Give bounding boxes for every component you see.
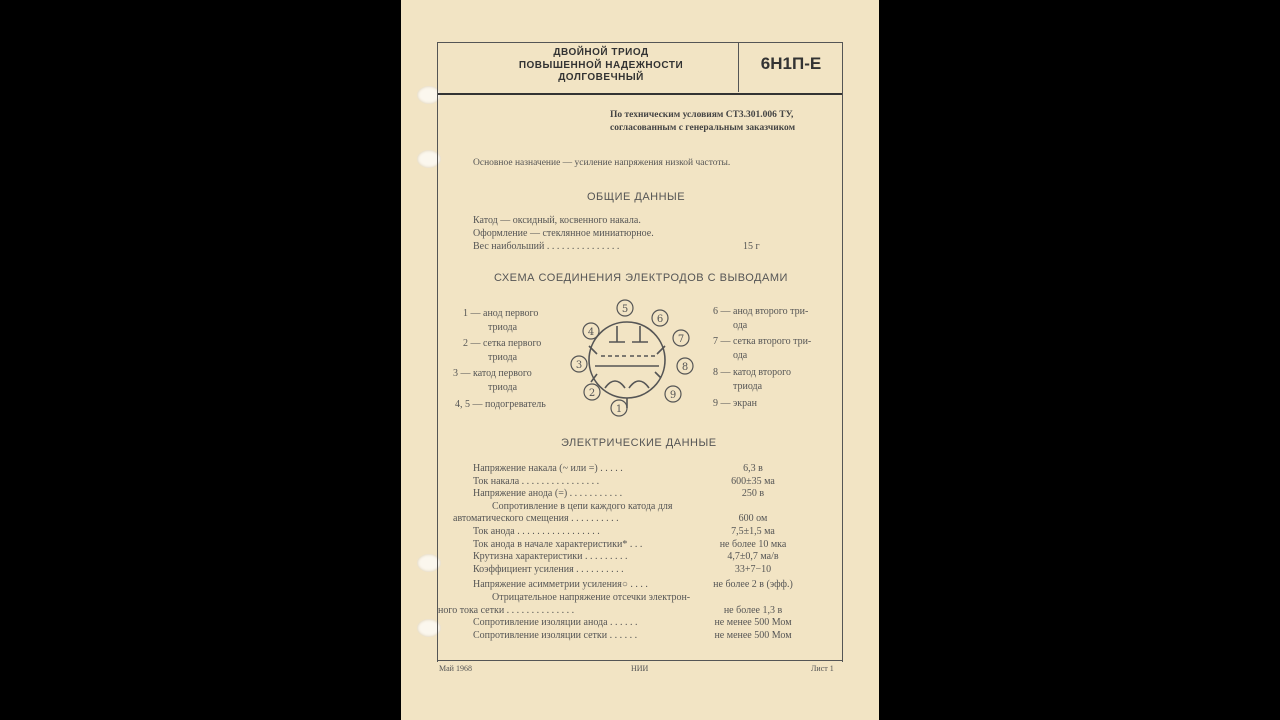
parameter-label: Напряжение асимметрии усиления○ . . . .	[473, 579, 648, 590]
parameter-label: Сопротивление изоляции анода . . . . . .	[473, 617, 638, 628]
frame-border	[437, 42, 438, 662]
pin-number: 4	[587, 327, 595, 338]
parameter-label: Коэффициент усиления . . . . . . . . . .	[473, 564, 624, 575]
spec-line-2: согласованным с генеральным заказчиком	[610, 123, 796, 133]
pin-legend-7: 7 — сетка второго три- ода	[713, 336, 812, 361]
footer-sheet: Лист 1	[811, 664, 834, 673]
frame-border	[842, 42, 843, 662]
parameter-value: 250 в	[741, 488, 765, 499]
pin-legend-4-5: 4, 5 — подогреватель	[455, 399, 546, 410]
pin-number: 7	[677, 334, 685, 345]
pin-number: 1	[615, 404, 623, 415]
tube-code: 6Н1П-Е	[760, 54, 822, 73]
pin-number: 2	[588, 388, 596, 399]
parameter-value: 600 ом	[738, 513, 768, 524]
footer-org: НИИ	[631, 664, 649, 673]
parameter-label: Ток анода . . . . . . . . . . . . . . . . .	[473, 526, 600, 537]
parameter-label: Напряжение накала (~ или =) . . . . .	[473, 463, 623, 474]
design-text: Оформление — стеклянное миниатюрное.	[473, 228, 654, 239]
parameter-value: 33+7−10	[734, 564, 772, 575]
pin-number: 8	[681, 362, 689, 373]
pin-number: 6	[656, 314, 664, 325]
footer-date: Май 1968	[439, 664, 472, 673]
tube-envelope	[589, 322, 665, 398]
parameter-value: не более 10 мка	[719, 539, 787, 550]
frame-border	[437, 660, 843, 661]
electrode-diagram	[567, 296, 697, 424]
header-divider	[738, 42, 739, 92]
pin-legend-8: 8 — катод второго триода	[713, 367, 791, 392]
parameter-value: не более 1,3 в	[723, 605, 783, 616]
pin-legend-6: 6 — анод второго три- ода	[713, 306, 809, 331]
parameter-value: 600±35 ма	[731, 476, 775, 487]
parameter-label: Напряжение анода (=) . . . . . . . . . . .	[473, 488, 623, 499]
pin-legend-2: 2 — сетка первого триода	[463, 338, 542, 363]
parameter-label: Сопротивление в цепи каждого катода для	[492, 501, 673, 512]
cathode-electrodes	[605, 381, 649, 388]
weight-value: 15 г	[743, 241, 760, 252]
pin-legend-1: 1 — анод первого триода	[463, 308, 539, 333]
general-heading: ОБЩИЕ ДАННЫЕ	[587, 191, 686, 203]
pin-legend-9: 9 — экран	[713, 398, 757, 409]
document-title: ДВОЙНОЙ ТРИОД ПОВЫШЕННОЙ НАДЕЖНОСТИ ДОЛГОВЕЧНЫЙ	[518, 47, 684, 83]
pin-number: 9	[669, 390, 677, 401]
weight-label: Вес наибольший . . . . . . . . . . . . . . .	[473, 241, 620, 252]
purpose-text: Основное назначение — усиление напряжения низкой частоты.	[473, 158, 731, 168]
parameter-label: Крутизна характеристики . . . . . . . . .	[473, 551, 628, 562]
cathode-text: Катод — оксидный, косвенного накала.	[473, 215, 641, 226]
pin-legend-3: 3 — катод первого триода	[453, 368, 532, 393]
electrical-heading: ЭЛЕКТРИЧЕСКИЕ ДАННЫЕ	[561, 437, 717, 449]
parameter-label: ного тока сетки . . . . . . . . . . . . . .	[438, 605, 575, 616]
parameter-value: не менее 500 Мом	[714, 630, 792, 641]
parameter-value: не более 2 в (эфф.)	[713, 579, 793, 590]
parameter-label: Ток накала . . . . . . . . . . . . . . . .	[473, 476, 600, 487]
parameter-label: Отрицательное напряжение отсечки электрон-	[492, 592, 691, 603]
parameter-label: автоматического смещения . . . . . . . . . .	[453, 513, 619, 524]
parameter-value: 7,5±1,5 ма	[731, 526, 775, 537]
spec-line-1: По техническим условиям СТ3.301.006 ТУ,	[610, 110, 794, 120]
parameter-value: 6,3 в	[743, 463, 763, 474]
scheme-heading: СХЕМА СОЕДИНЕНИЯ ЭЛЕКТРОДОВ С ВЫВОДАМИ	[494, 272, 788, 284]
parameter-label: Сопротивление изоляции сетки . . . . . .	[473, 630, 638, 641]
parameter-label: Ток анода в начале характеристики* . . .	[473, 539, 643, 550]
parameter-value: 4,7±0,7 ма/в	[727, 551, 779, 562]
pin-number: 3	[575, 360, 583, 371]
pin-number: 5	[621, 304, 629, 315]
parameter-value: не менее 500 Мом	[714, 617, 792, 628]
document-page	[401, 0, 879, 720]
